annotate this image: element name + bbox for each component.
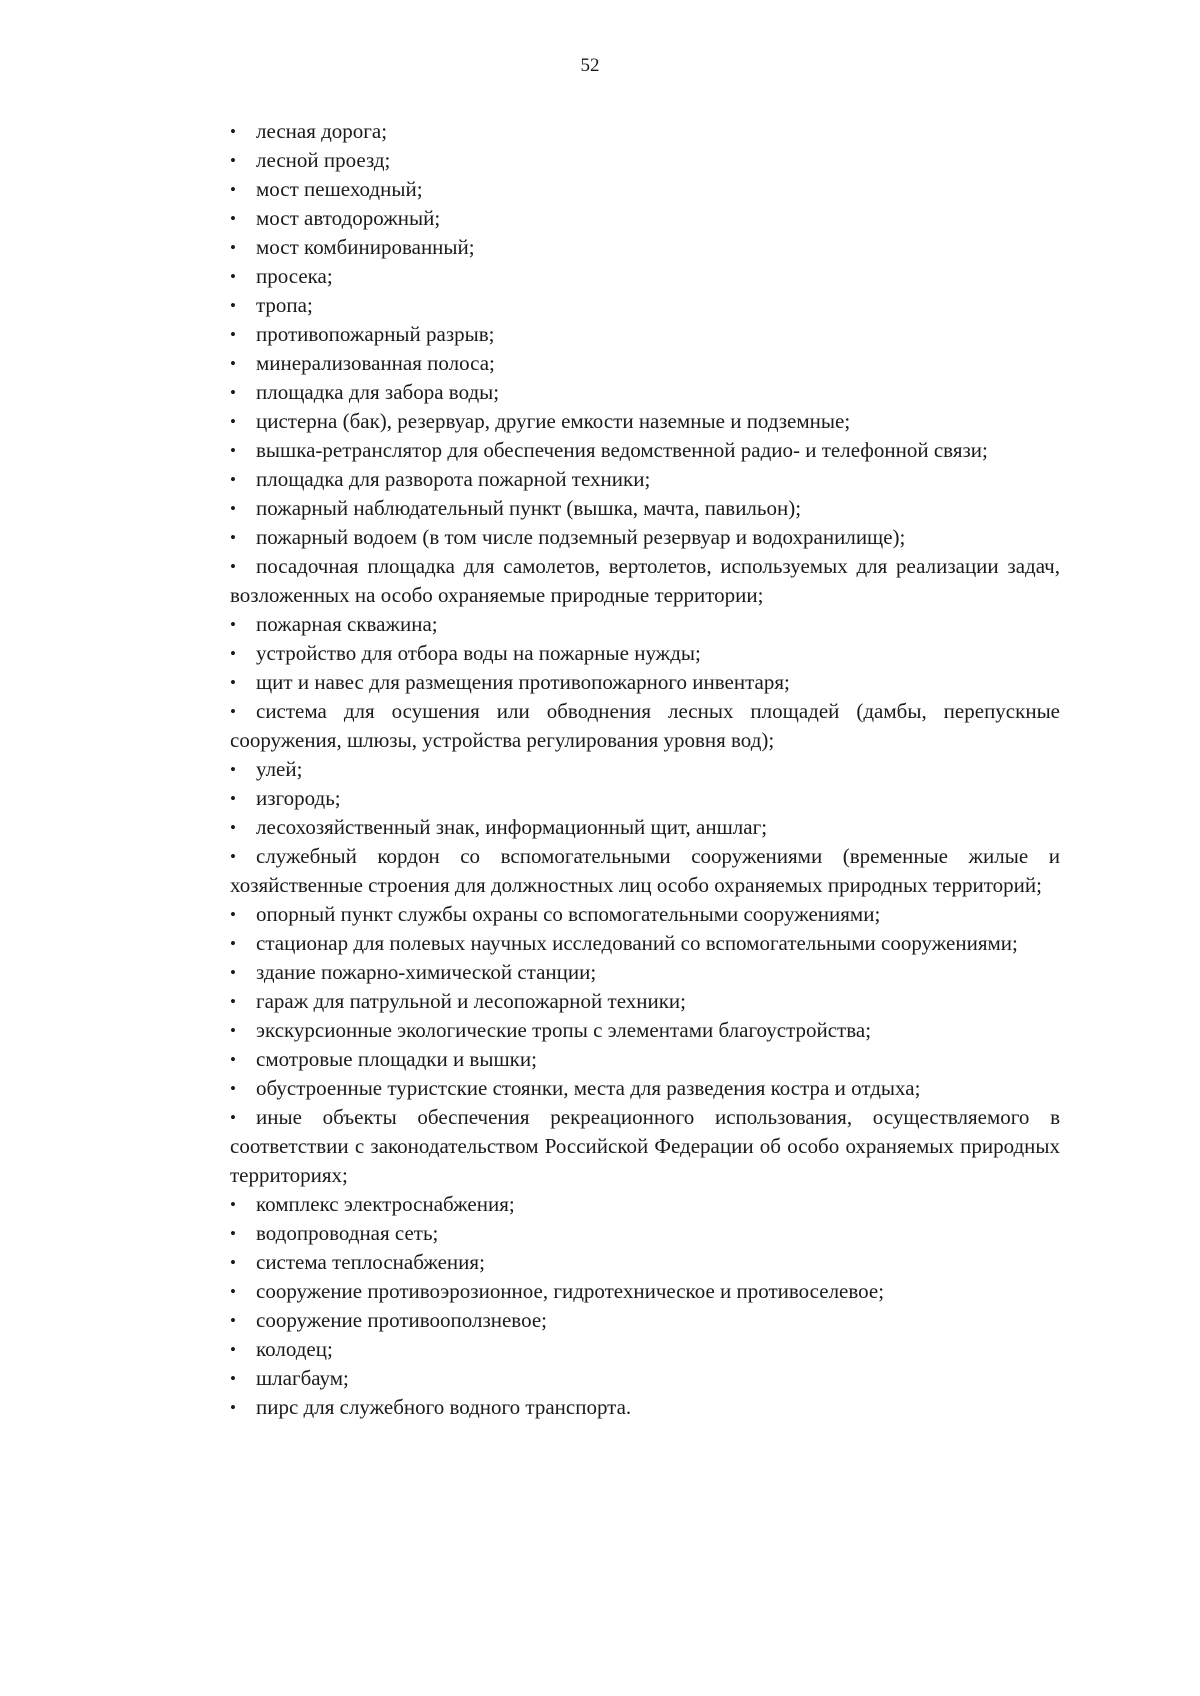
list-item xyxy=(230,1190,1060,1219)
bullet-icon: • xyxy=(230,1108,236,1127)
list-item xyxy=(230,842,1060,900)
list-item xyxy=(230,697,1060,755)
list-item xyxy=(230,1277,1060,1306)
list-item xyxy=(230,900,1060,929)
bullet-icon: • xyxy=(230,992,236,1011)
list-item-text: система для осушения или обводнения лесных площадей (дамбы, перепускные сооружения, шлюзы, устройства регулирования уровня вод); xyxy=(230,699,1060,752)
list-item xyxy=(230,1045,1060,1074)
bullet-icon: • xyxy=(230,1021,236,1040)
list-item xyxy=(230,1364,1060,1393)
page-number: 52 xyxy=(580,55,600,76)
list-item-text: сооружение противоэрозионное, гидротехническое и противоселевое; xyxy=(256,1279,885,1303)
bullet-icon: • xyxy=(230,847,236,866)
list-item xyxy=(230,1248,1060,1277)
bullet-icon: • xyxy=(230,644,236,663)
list-item-text: система теплоснабжения; xyxy=(256,1250,485,1274)
list-item xyxy=(230,1393,1060,1422)
bullet-icon: • xyxy=(230,934,236,953)
bullet-icon: • xyxy=(230,1195,236,1214)
list-item xyxy=(230,1016,1060,1045)
bullet-icon: • xyxy=(230,122,236,141)
list-item-text: пожарный водоем (в том числе подземный резервуар и водохранилище); xyxy=(256,525,906,549)
bullet-icon: • xyxy=(230,383,236,402)
bullet-icon: • xyxy=(230,615,236,634)
list-item-text: площадка для разворота пожарной техники; xyxy=(256,467,651,491)
list-item-text: стационар для полевых научных исследований со вспомогательными сооружениями; xyxy=(256,931,1018,955)
bullet-icon: • xyxy=(230,325,236,344)
list-item-text: пожарная скважина; xyxy=(256,612,438,636)
bullet-icon: • xyxy=(230,760,236,779)
list-item xyxy=(230,1306,1060,1335)
list-item xyxy=(230,175,1060,204)
list-item xyxy=(230,494,1060,523)
list-item xyxy=(230,755,1060,784)
list-item-text: комплекс электроснабжения; xyxy=(256,1192,515,1216)
list-item xyxy=(230,320,1060,349)
list-item-text: гараж для патрульной и лесопожарной техники; xyxy=(256,989,686,1013)
bullet-icon: • xyxy=(230,1079,236,1098)
list-item-text: служебный кордон со вспомогательными сооружениями (временные жилые и хозяйственные строения для должностных лиц особо охраняемых природных территорий; xyxy=(230,844,1060,897)
bullet-icon: • xyxy=(230,905,236,924)
bullet-icon: • xyxy=(230,470,236,489)
list-item-text: лесная дорога; xyxy=(256,119,388,143)
bullet-icon: • xyxy=(230,1398,236,1417)
list-item xyxy=(230,1103,1060,1190)
list-item xyxy=(230,233,1060,262)
list-item xyxy=(230,465,1060,494)
list-item xyxy=(230,523,1060,552)
bullet-icon: • xyxy=(230,1253,236,1272)
list-item xyxy=(230,117,1060,146)
list-item xyxy=(230,262,1060,291)
list-item-text: здание пожарно-химической станции; xyxy=(256,960,597,984)
list-item xyxy=(230,1074,1060,1103)
list-item-text: устройство для отбора воды на пожарные нужды; xyxy=(256,641,701,665)
list-item xyxy=(230,929,1060,958)
list-item-text: тропа; xyxy=(256,293,313,317)
list-item xyxy=(230,987,1060,1016)
bullet-icon: • xyxy=(230,441,236,460)
list-item xyxy=(230,668,1060,697)
list-item-text: мост пешеходный; xyxy=(256,177,423,201)
bullet-icon: • xyxy=(230,673,236,692)
list-item xyxy=(230,204,1060,233)
list-item-text: лесной проезд; xyxy=(256,148,391,172)
list-item xyxy=(230,1335,1060,1364)
list-item-text: экскурсионные экологические тропы с элементами благоустройства; xyxy=(256,1018,872,1042)
bullet-icon: • xyxy=(230,180,236,199)
list-item xyxy=(230,378,1060,407)
list-item-text: сооружение противооползневое; xyxy=(256,1308,547,1332)
list-item-text: колодец; xyxy=(256,1337,333,1361)
list-item xyxy=(230,407,1060,436)
list-item xyxy=(230,291,1060,320)
bullet-icon: • xyxy=(230,1282,236,1301)
bullet-icon: • xyxy=(230,789,236,808)
bullet-icon: • xyxy=(230,1311,236,1330)
list-item-text: площадка для забора воды; xyxy=(256,380,500,404)
bullet-list xyxy=(230,117,1060,1422)
bullet-icon: • xyxy=(230,238,236,257)
bullet-icon: • xyxy=(230,412,236,431)
list-item-text: смотровые площадки и вышки; xyxy=(256,1047,537,1071)
list-item-text: водопроводная сеть; xyxy=(256,1221,439,1245)
list-item-text: пирс для служебного водного транспорта. xyxy=(256,1395,632,1419)
list-item-text: противопожарный разрыв; xyxy=(256,322,495,346)
bullet-icon: • xyxy=(230,702,236,721)
list-item-text: шлагбаум; xyxy=(256,1366,349,1390)
bullet-icon: • xyxy=(230,354,236,373)
list-item xyxy=(230,1219,1060,1248)
bullet-icon: • xyxy=(230,1224,236,1243)
list-item xyxy=(230,958,1060,987)
list-item xyxy=(230,610,1060,639)
list-item-text: иные объекты обеспечения рекреационного использования, осуществляемого в соответствии с законодательством Российской Федерации об особо охраняемых природных территориях; xyxy=(230,1105,1060,1187)
bullet-icon: • xyxy=(230,499,236,518)
list-item-text: вышка-ретранслятор для обеспечения ведомственной радио- и телефонной связи; xyxy=(256,438,988,462)
list-item-text: лесохозяйственный знак, информационный щит, аншлаг; xyxy=(256,815,768,839)
list-item-text: улей; xyxy=(256,757,303,781)
list-item xyxy=(230,349,1060,378)
list-item-text: обустроенные туристские стоянки, места для разведения костра и отдыха; xyxy=(256,1076,921,1100)
bullet-icon: • xyxy=(230,963,236,982)
bullet-icon: • xyxy=(230,528,236,547)
list-item xyxy=(230,784,1060,813)
list-item xyxy=(230,552,1060,610)
list-item xyxy=(230,146,1060,175)
list-item-text: щит и навес для размещения противопожарного инвентаря; xyxy=(256,670,790,694)
bullet-icon: • xyxy=(230,557,236,576)
list-item-text: пожарный наблюдательный пункт (вышка, мачта, павильон); xyxy=(256,496,802,520)
list-item-text: минерализованная полоса; xyxy=(256,351,495,375)
list-item-text: изгородь; xyxy=(256,786,341,810)
bullet-icon: • xyxy=(230,1050,236,1069)
bullet-icon: • xyxy=(230,818,236,837)
bullet-icon: • xyxy=(230,1340,236,1359)
bullet-icon: • xyxy=(230,296,236,315)
bullet-icon: • xyxy=(230,151,236,170)
list-item xyxy=(230,639,1060,668)
list-item-text: посадочная площадка для самолетов, вертолетов, используемых для реализации задач, возложенных на особо охраняемые природные территории; xyxy=(230,554,1060,607)
bullet-icon: • xyxy=(230,1369,236,1388)
list-item xyxy=(230,813,1060,842)
list-item-text: мост автодорожный; xyxy=(256,206,441,230)
bullet-icon: • xyxy=(230,209,236,228)
bullet-icon: • xyxy=(230,267,236,286)
list-item-text: мост комбинированный; xyxy=(256,235,475,259)
list-item-text: цистерна (бак), резервуар, другие емкости наземные и подземные; xyxy=(256,409,851,433)
list-item xyxy=(230,436,1060,465)
list-item-text: просека; xyxy=(256,264,333,288)
list-item-text: опорный пункт службы охраны со вспомогательными сооружениями; xyxy=(256,902,881,926)
